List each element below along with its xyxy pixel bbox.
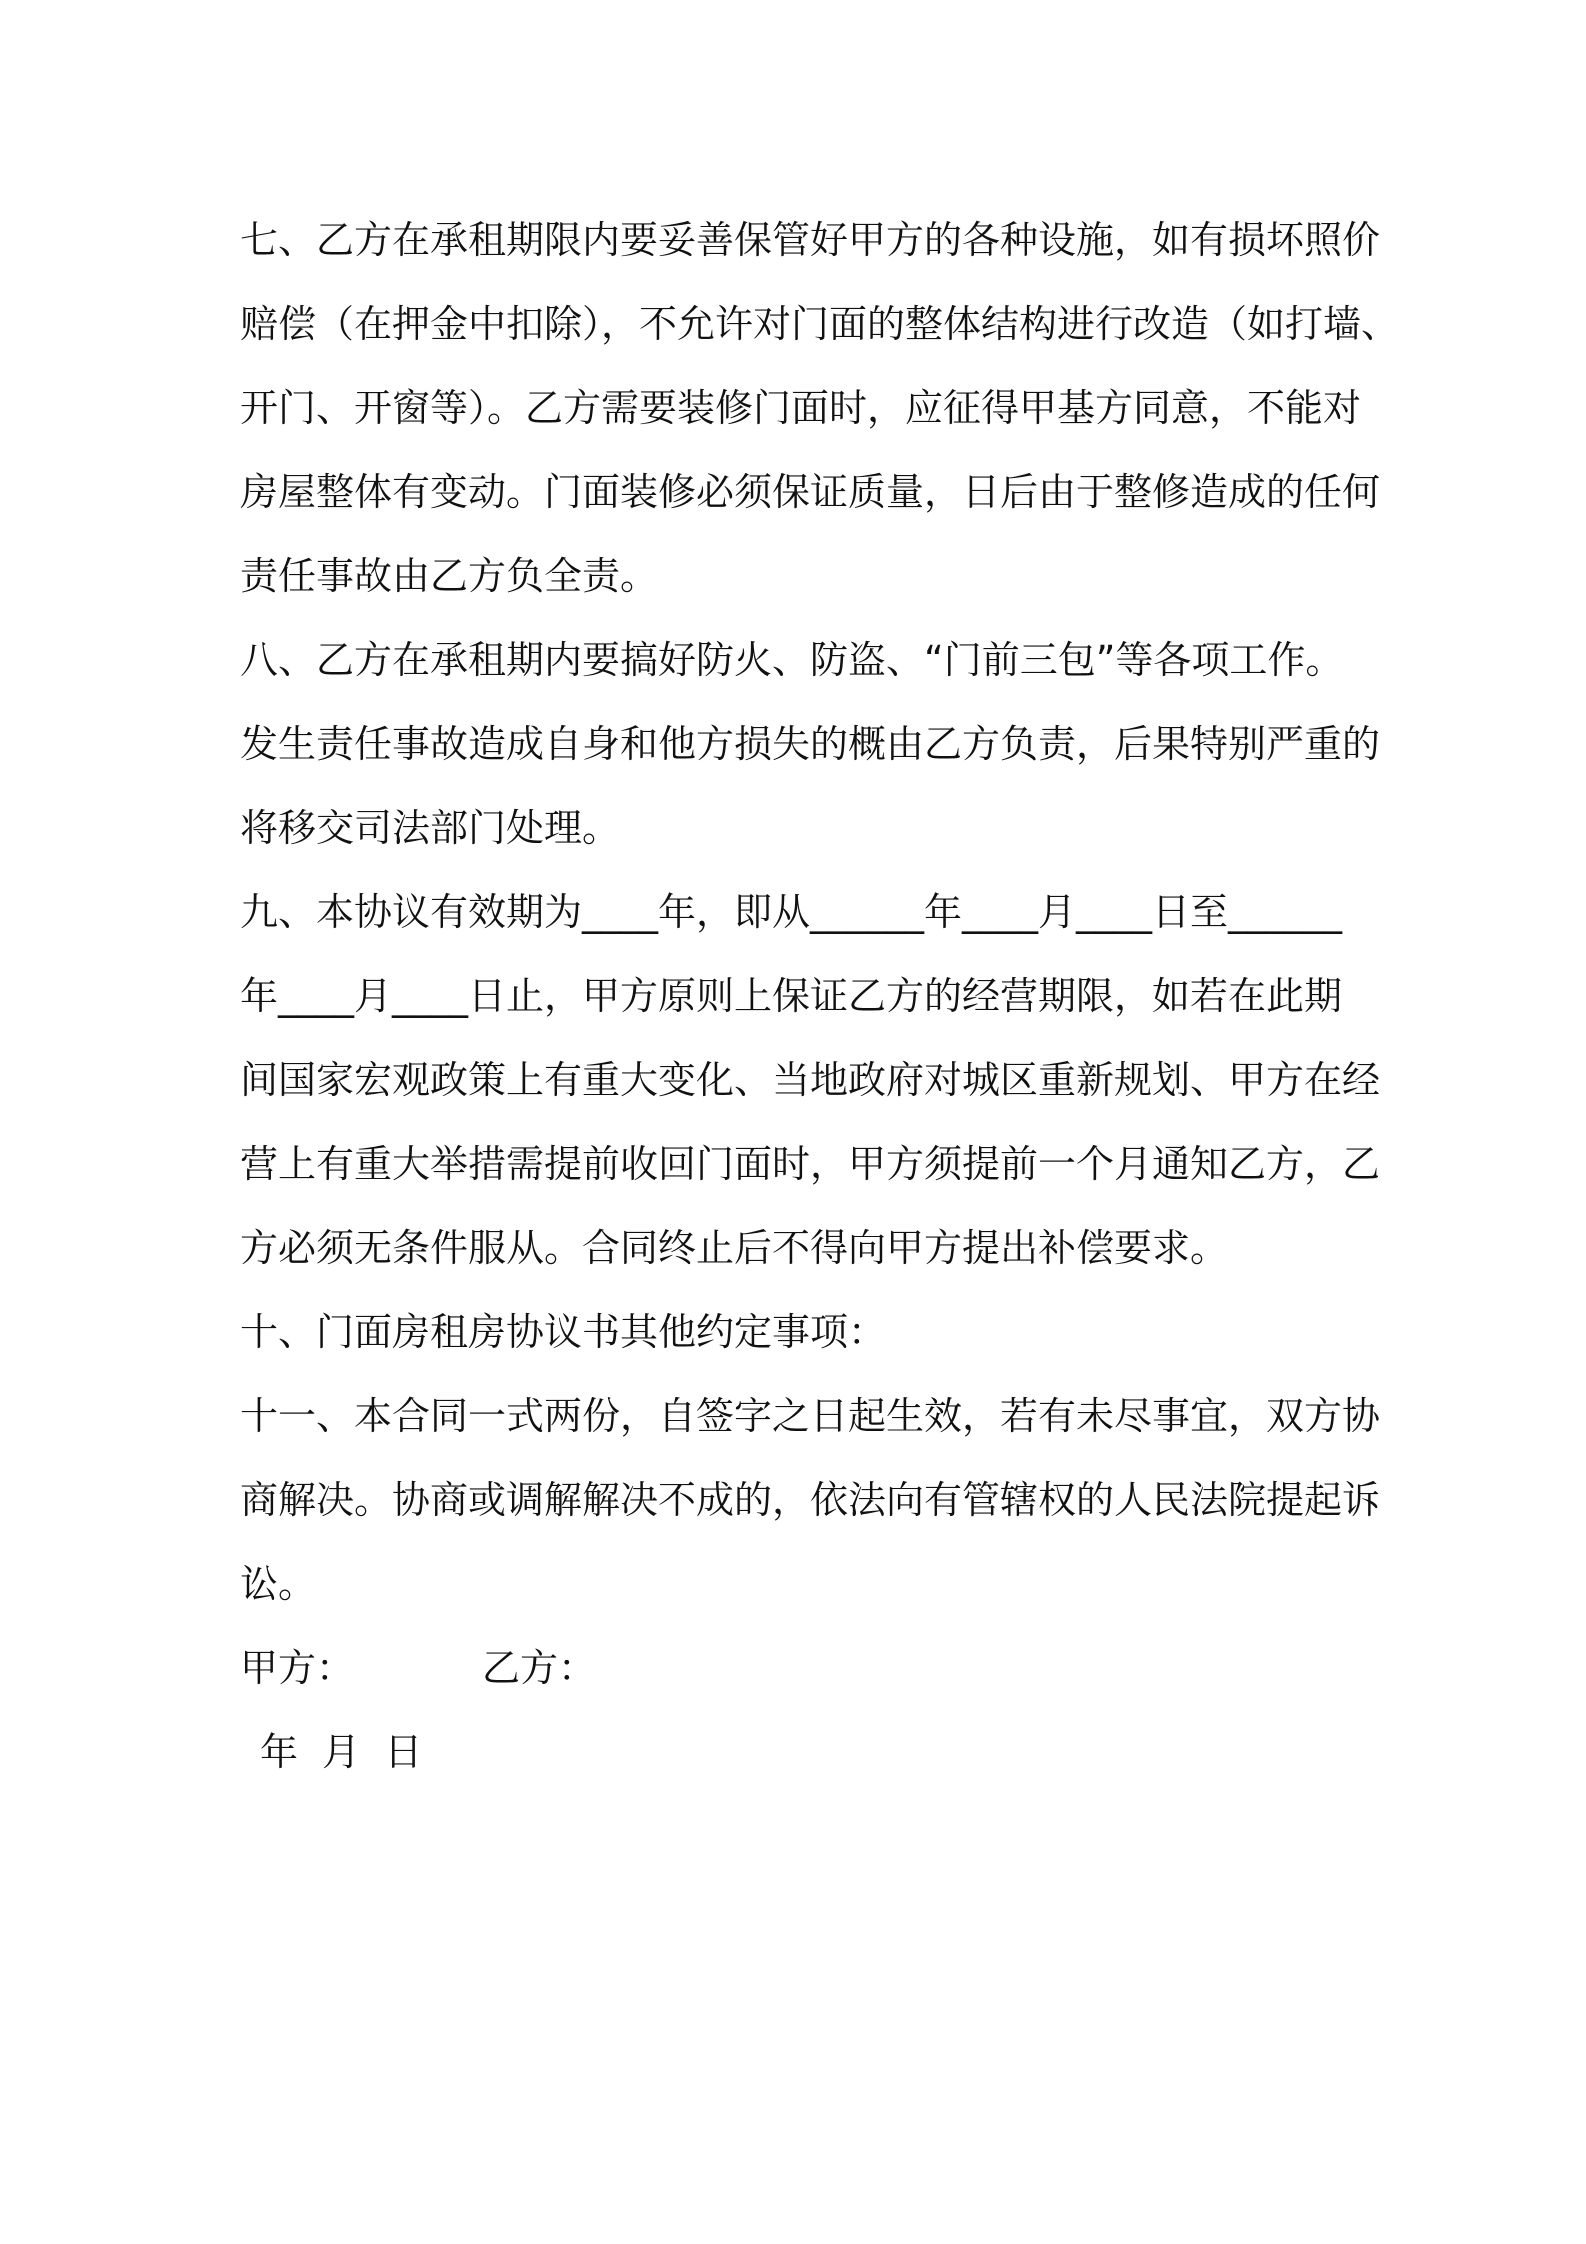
clause-7 (240, 198, 1400, 618)
party-b-label: 乙方： (482, 1646, 597, 1690)
text-line: 方必须无条件服从。合同终止后不得向甲方提出补偿要求。 (240, 1226, 1229, 1270)
party-a-label: 甲方： (240, 1646, 355, 1690)
text-line: 讼。 (240, 1562, 317, 1606)
document-body (240, 198, 1400, 1794)
text-line: 年____月____日止，甲方原则上保证乙方的经营期限，如若在此期 (240, 974, 1343, 1018)
clause-10 (240, 1290, 1370, 1374)
clause-11 (240, 1374, 1381, 1626)
text-line: 间国家宏观政策上有重大变化、当地政府对城区重新规划、甲方在经 (240, 1058, 1381, 1102)
text-line: 赔偿（在押金中扣除），不允许对门面的整体结构进行改造（如打墙、 (240, 302, 1400, 346)
signature-row (240, 1626, 1370, 1710)
text-line: 将移交司法部门处理。 (240, 806, 621, 850)
text-line: 七、乙方在承租期限内要妥善保管好甲方的各种设施，如有损坏照价 (240, 218, 1381, 262)
text-line: 房屋整体有变动。门面装修必须保证质量，日后由于整修造成的任何 (240, 470, 1381, 514)
text-line: 营上有重大举措需提前收回门面时，甲方须提前一个月通知乙方，乙 (240, 1142, 1381, 1186)
text-line: 开门、开窗等）。乙方需要装修门面时，应征得甲基方同意，不能对 (240, 386, 1362, 430)
text-line: 责任事故由乙方负全责。 (240, 554, 659, 598)
clause-8 (240, 618, 1381, 870)
text-line: 九、本协议有效期为____年，即从______年____月____日至______ (240, 890, 1343, 934)
text-line: 发生责任事故造成自身和他方损失的概由乙方负责，后果特别严重的 (240, 722, 1381, 766)
text-line: 八、乙方在承租期内要搞好防火、防盗、“门前三包”等各项工作。 (240, 638, 1344, 682)
text-line: 十一、本合同一式两份，自签字之日起生效，若有未尽事宜，双方协 (240, 1394, 1381, 1438)
signature-date-row (240, 1710, 1370, 1794)
text-line: 十、门面房租房协议书其他约定事项： (240, 1310, 887, 1354)
text-line: 商解决。协商或调解解决不成的，依法向有管辖权的人民法院提起诉 (240, 1478, 1381, 1522)
clause-9 (240, 870, 1381, 1290)
signature-date: 年 月 日 (260, 1730, 423, 1774)
